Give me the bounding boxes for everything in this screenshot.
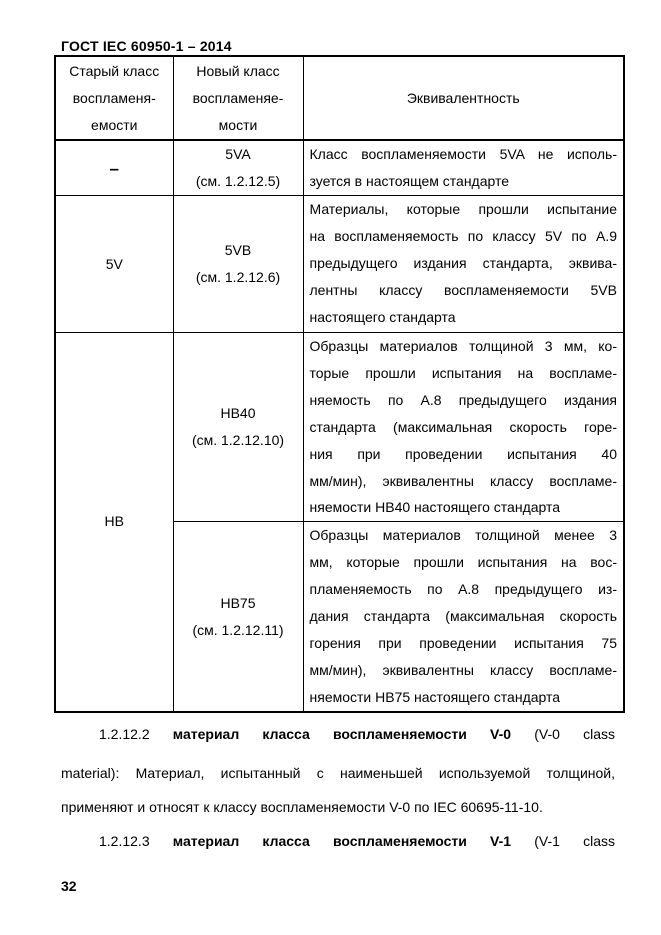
defined-term: материал класса воспламеняемости V-0 xyxy=(172,726,512,742)
class-code: HB40 xyxy=(220,405,256,422)
text-line: мм, которые прошли испытания на вос- xyxy=(309,554,617,571)
header-new-class xyxy=(173,56,303,140)
text-line: пламеняемость по А.8 предыдущего из- xyxy=(309,581,617,598)
new-class-cell xyxy=(173,140,303,196)
header-equivalence xyxy=(303,56,624,140)
text-line: настоящего стандарта xyxy=(309,308,456,325)
paragraph-1-line-1 xyxy=(61,724,615,744)
table-row xyxy=(55,333,624,522)
old-class-cell: 5V xyxy=(55,196,173,333)
page-number: 32 xyxy=(61,878,77,894)
term-english: (V-1 class xyxy=(534,833,616,849)
equivalence-cell xyxy=(303,522,624,712)
class-ref: (см. 1.2.12.11) xyxy=(192,621,284,638)
header-text: мости xyxy=(218,116,258,133)
header-text: воспламеня- xyxy=(72,89,156,106)
text-line: няемость по А.8 предыдущего издания xyxy=(309,391,617,408)
text-line: торые прошли испытания на воспламе- xyxy=(309,364,617,381)
text-line: няемости HB75 настоящего стандарта xyxy=(309,688,561,705)
paragraph-1-line-3: применяют и относят к классу воспламеняемости V-0 по IEC 60695-11-10. xyxy=(61,799,543,815)
clause-number: 1.2.12.2 xyxy=(99,726,150,742)
class-ref: (см. 1.2.12.10) xyxy=(191,432,285,449)
text-line: Образцы материалов толщиной менее 3 xyxy=(309,527,617,544)
table-row xyxy=(55,140,624,196)
equivalence-table xyxy=(54,55,625,713)
paragraph-2-line-1 xyxy=(61,831,615,851)
equivalence-cell xyxy=(303,140,624,196)
text-line: дания стандарта (максимальная скорость xyxy=(309,608,617,625)
text-line: мм/мин), эквивалентны классу воспламе- xyxy=(309,472,617,489)
header-old-class xyxy=(55,56,173,140)
header-text: Старый класс xyxy=(69,62,160,79)
class-code: 5VB xyxy=(224,242,252,258)
text-line: Материалы, которые прошли испытание xyxy=(309,201,617,217)
equivalence-cell xyxy=(303,196,624,333)
table-row xyxy=(55,196,624,333)
text-line: зуется в настоящем стандарте xyxy=(309,172,510,189)
header-text: воспламеняе- xyxy=(192,89,284,106)
clause-number: 1.2.12.3 xyxy=(99,833,150,849)
new-class-cell xyxy=(173,333,303,522)
old-class-cell: HB xyxy=(55,333,173,712)
text-line: предыдущего издания стандарта, эквива- xyxy=(309,254,617,271)
text-line: стандарта (максимальная скорость горе- xyxy=(309,418,617,435)
paragraph-1-line-2: material): Материал, испытанный с наименьшей используемой толщиной, xyxy=(61,765,615,781)
table-header-row xyxy=(55,56,624,140)
text-line: лентны классу воспламеняемости 5VB xyxy=(309,281,617,298)
header-text: Новый класс xyxy=(196,62,280,79)
new-class-cell xyxy=(173,522,303,712)
new-class-cell xyxy=(173,196,303,333)
document-header: ГОСТ IEC 60950-1 – 2014 xyxy=(61,38,232,54)
text-line: мм/мин), эквивалентны классу воспламе- xyxy=(309,661,617,678)
equivalence-cell xyxy=(303,333,624,522)
class-code: 5VA xyxy=(225,146,251,162)
header-text: емости xyxy=(91,116,138,133)
text-line: няемости HB40 настоящего стандарта xyxy=(309,499,561,516)
defined-term: материал класса воспламеняемости V-1 xyxy=(172,833,512,849)
class-ref: (см. 1.2.12.6) xyxy=(195,269,281,285)
old-class-cell: – xyxy=(55,140,173,196)
text-line: Образцы материалов толщиной 3 мм, ко- xyxy=(309,338,617,354)
header-text: Эквивалентность xyxy=(406,89,520,106)
term-english: (V-0 class xyxy=(534,726,616,742)
text-line: Класс воспламеняемости 5VA не исполь- xyxy=(309,146,617,162)
text-line: на воспламеняемость по классу 5V по A.9 xyxy=(309,227,617,244)
text-line: горения при проведении испытания 75 xyxy=(309,634,617,651)
class-ref: (см. 1.2.12.5) xyxy=(195,173,281,189)
class-code: HB75 xyxy=(220,594,256,611)
text-line: ния при проведении испытания 40 xyxy=(309,445,617,462)
